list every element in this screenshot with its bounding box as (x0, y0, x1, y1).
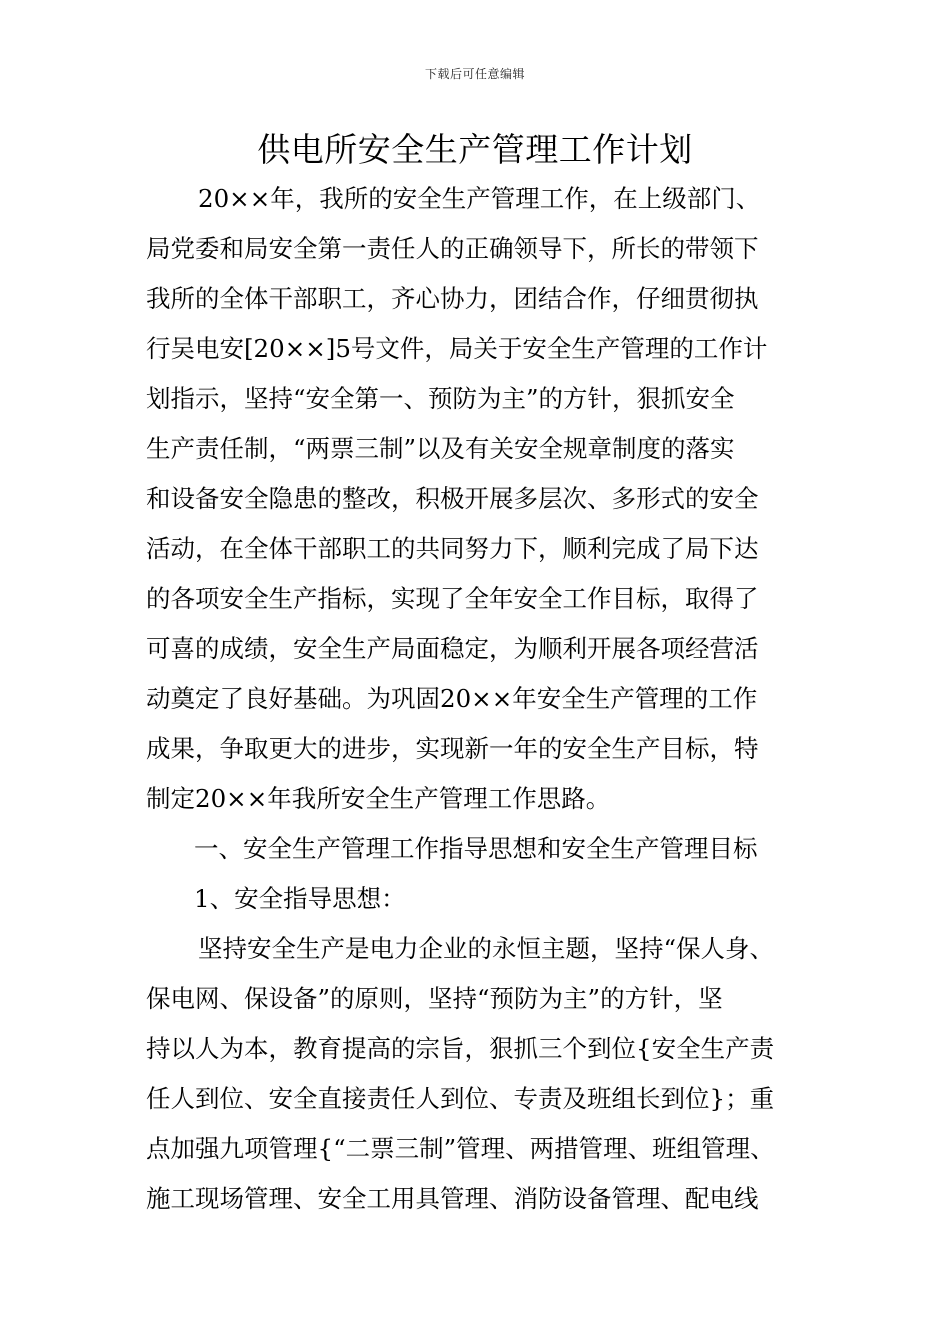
paragraph-line: 持以人为本，教育提高的宗旨，狠抓三个到位{安全生产责 (146, 1034, 775, 1063)
paragraph-line: 坚持安全生产是电力企业的永恒主题，坚持“保人身、 (198, 934, 775, 963)
paragraph-line: 可喜的成绩，安全生产局面稳定，为顺利开展各项经营活 (146, 634, 759, 663)
paragraph-line: 我所的全体干部职工，齐心协力，团结合作，仔细贯彻执 (146, 284, 759, 313)
paragraph-line: 行吴电安[20××]5号文件，局关于安全生产管理的工作计 (146, 334, 768, 363)
paragraph-line: 的各项安全生产指标，实现了全年安全工作目标，取得了 (146, 584, 759, 613)
paragraph-line: 动奠定了良好基础。为巩固20××年安全生产管理的工作 (146, 684, 758, 713)
paragraph-line: 划指示，坚持“安全第一、预防为主”的方针，狠抓安全 (146, 384, 735, 413)
paragraph-line: 施工现场管理、安全工用具管理、消防设备管理、配电线 (146, 1184, 759, 1213)
paragraph-line: 保电网、保设备”的原则，坚持“预防为主”的方针，坚 (146, 984, 723, 1013)
section-heading: 一、安全生产管理工作指导思想和安全生产管理目标 (194, 834, 758, 863)
paragraph-line: 生产责任制，“两票三制”以及有关安全规章制度的落实 (146, 434, 735, 463)
paragraph-line: 20××年，我所的安全生产管理工作，在上级部门、 (198, 184, 761, 213)
paragraph-line: 成果，争取更大的进步，实现新一年的安全生产目标，特 (146, 734, 759, 763)
page-title: 供电所安全生产管理工作计划 (257, 130, 693, 169)
paragraph-line: 点加强九项管理{“二票三制”管理、两措管理、班组管理、 (146, 1134, 775, 1163)
paragraph-line: 局党委和局安全第一责任人的正确领导下，所长的带领下 (146, 234, 759, 263)
paragraph-line: 制定20××年我所安全生产管理工作思路。 (146, 784, 611, 813)
download-note: 下载后可任意编辑 (424, 67, 525, 81)
paragraph-line: 活动，在全体干部职工的共同努力下，顺利完成了局下达 (146, 534, 759, 563)
subsection-heading: 1、安全指导思想： (194, 884, 406, 913)
paragraph-line: 和设备安全隐患的整改，积极开展多层次、多形式的安全 (146, 484, 759, 513)
paragraph-line: 任人到位、安全直接责任人到位、专责及班组长到位}；重 (146, 1084, 775, 1113)
